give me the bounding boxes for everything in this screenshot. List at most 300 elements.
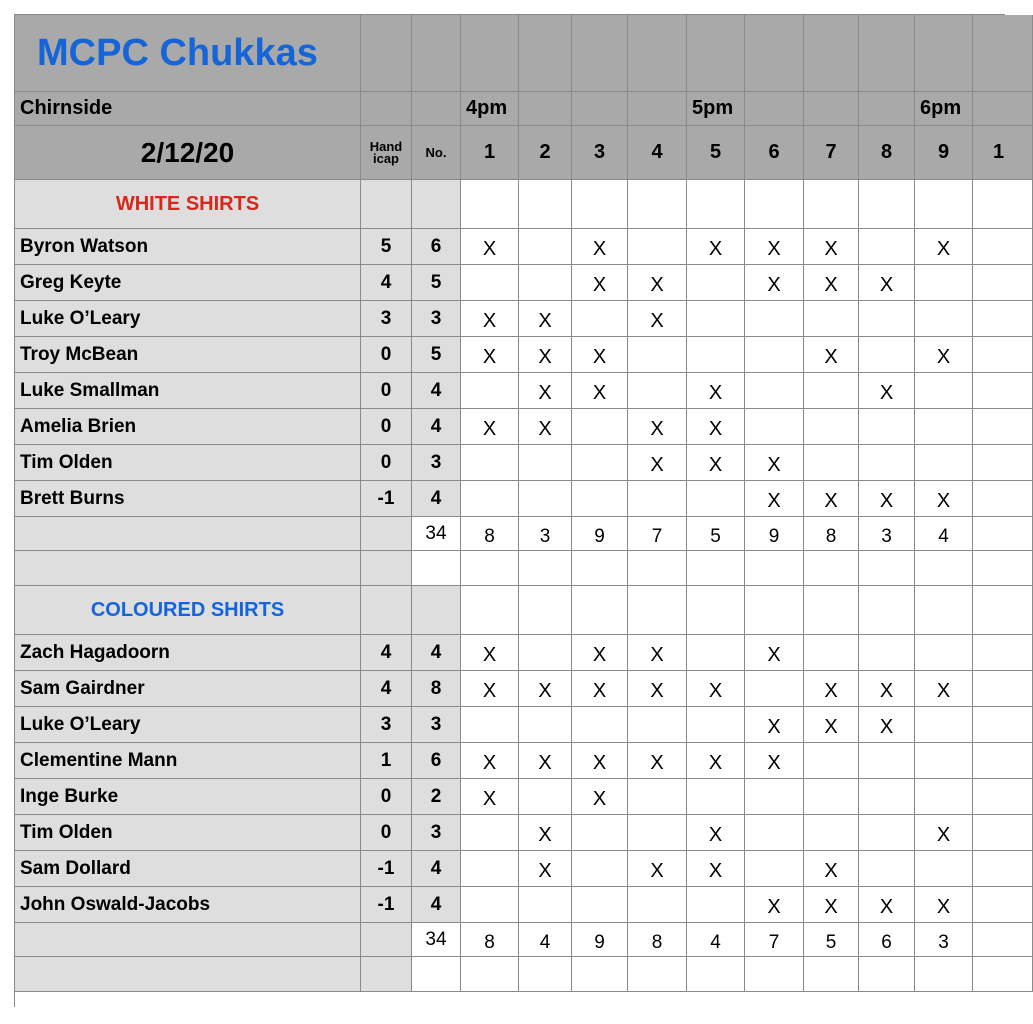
chukka-mark[interactable]: X <box>628 265 687 301</box>
chukka-empty-cell[interactable] <box>572 445 628 481</box>
chukka-mark[interactable]: X <box>859 373 915 409</box>
chukka-mark[interactable]: X <box>804 481 859 517</box>
blank-cell <box>973 586 1033 635</box>
chukka-mark[interactable]: X <box>859 887 915 923</box>
chukka-mark[interactable]: X <box>745 265 804 301</box>
blank-cell <box>15 551 361 586</box>
chukka-empty-cell[interactable] <box>461 481 519 517</box>
chukka-empty-cell[interactable] <box>859 337 915 373</box>
chukka-empty-cell[interactable] <box>628 337 687 373</box>
chukka-empty-cell[interactable] <box>519 779 572 815</box>
blank-cell <box>804 586 859 635</box>
chukka-empty-cell[interactable] <box>572 815 628 851</box>
chukka-empty-cell[interactable] <box>804 409 859 445</box>
chukka-empty-cell[interactable] <box>915 851 973 887</box>
chukka-total: 5 <box>804 923 859 957</box>
chukka-number: 3 <box>572 126 628 180</box>
chukka-empty-cell[interactable] <box>973 851 1033 887</box>
chukka-empty-cell[interactable] <box>973 229 1033 265</box>
chukka-empty-cell[interactable] <box>745 301 804 337</box>
header-blank-cell <box>361 15 412 92</box>
chukka-total: 4 <box>915 517 973 551</box>
player-chukka-count: 4 <box>412 373 461 409</box>
chukka-mark[interactable]: X <box>461 229 519 265</box>
chukka-total: 8 <box>461 517 519 551</box>
blank-cell <box>361 957 412 992</box>
chukka-empty-cell[interactable] <box>973 743 1033 779</box>
time-blank-cell <box>572 92 628 126</box>
chukka-spreadsheet <box>14 14 1005 1007</box>
chukka-empty-cell[interactable] <box>859 635 915 671</box>
chukka-empty-cell[interactable] <box>973 445 1033 481</box>
blank-cell <box>973 180 1033 229</box>
blank-cell <box>859 180 915 229</box>
player-chukka-count: 4 <box>412 409 461 445</box>
blank-cell <box>973 551 1033 586</box>
chukka-mark[interactable]: X <box>687 373 745 409</box>
chukka-empty-cell[interactable] <box>572 887 628 923</box>
header-blank-cell <box>973 15 1033 92</box>
chukka-empty-cell[interactable] <box>859 301 915 337</box>
chukka-mark[interactable]: X <box>804 337 859 373</box>
chukka-empty-cell[interactable] <box>859 779 915 815</box>
player-handicap: 0 <box>361 779 412 815</box>
chukka-number: 6 <box>745 126 804 180</box>
player-name: Byron Watson <box>15 229 361 265</box>
blank-cell <box>915 957 973 992</box>
player-name: Luke O’Leary <box>15 301 361 337</box>
chukka-mark[interactable]: X <box>461 743 519 779</box>
blank-cell <box>687 180 745 229</box>
player-handicap: -1 <box>361 481 412 517</box>
chukka-mark[interactable]: X <box>915 671 973 707</box>
player-chukka-count: 4 <box>412 887 461 923</box>
chukka-mark[interactable]: X <box>572 373 628 409</box>
chukka-empty-cell[interactable] <box>859 229 915 265</box>
blank-cell <box>15 957 361 992</box>
chukka-empty-cell[interactable] <box>687 707 745 743</box>
chukka-mark[interactable]: X <box>745 481 804 517</box>
header-blank-cell <box>572 15 628 92</box>
chukka-empty-cell[interactable] <box>915 779 973 815</box>
chukka-empty-cell[interactable] <box>687 337 745 373</box>
chukka-mark[interactable]: X <box>572 671 628 707</box>
chukka-empty-cell[interactable] <box>519 229 572 265</box>
chukka-empty-cell[interactable] <box>745 815 804 851</box>
blank-cell <box>628 180 687 229</box>
chukka-empty-cell[interactable] <box>519 265 572 301</box>
time-blank-cell <box>859 92 915 126</box>
player-handicap: 3 <box>361 301 412 337</box>
chukka-empty-cell[interactable] <box>572 481 628 517</box>
header-blank-cell <box>628 15 687 92</box>
chukka-empty-cell[interactable] <box>973 887 1033 923</box>
chukka-mark[interactable]: X <box>628 635 687 671</box>
blank-cell <box>745 957 804 992</box>
player-name: Inge Burke <box>15 779 361 815</box>
header-blank-cell <box>412 92 461 126</box>
chukka-mark[interactable]: X <box>745 635 804 671</box>
chukka-empty-cell[interactable] <box>859 851 915 887</box>
chukka-empty-cell[interactable] <box>973 301 1033 337</box>
chukka-mark[interactable]: X <box>687 409 745 445</box>
chukka-empty-cell[interactable] <box>745 409 804 445</box>
chukka-mark[interactable]: X <box>628 671 687 707</box>
player-chukka-count: 4 <box>412 481 461 517</box>
chukka-empty-cell[interactable] <box>973 265 1033 301</box>
chukka-mark[interactable]: X <box>804 887 859 923</box>
player-name: Troy McBean <box>15 337 361 373</box>
chukka-total: 8 <box>628 923 687 957</box>
chukka-empty-cell[interactable] <box>628 815 687 851</box>
player-name: Greg Keyte <box>15 265 361 301</box>
chukka-empty-cell[interactable] <box>804 373 859 409</box>
chukka-mark[interactable]: X <box>687 815 745 851</box>
chukka-empty-cell[interactable] <box>915 409 973 445</box>
chukka-total: 9 <box>572 517 628 551</box>
chukka-mark[interactable]: X <box>519 671 572 707</box>
chukka-empty-cell[interactable] <box>628 373 687 409</box>
blank-cell <box>361 517 412 551</box>
chukka-empty-cell[interactable] <box>915 743 973 779</box>
chukka-empty-cell[interactable] <box>973 779 1033 815</box>
time-blank-cell <box>519 92 572 126</box>
player-chukka-count: 6 <box>412 229 461 265</box>
team-total-number: 34 <box>412 923 461 957</box>
player-chukka-count: 8 <box>412 671 461 707</box>
player-handicap: 5 <box>361 229 412 265</box>
chukka-mark[interactable]: X <box>628 743 687 779</box>
chukka-empty-cell[interactable] <box>745 373 804 409</box>
blank-cell <box>361 586 412 635</box>
chukka-empty-cell[interactable] <box>745 779 804 815</box>
blank-cell <box>745 586 804 635</box>
player-handicap: 0 <box>361 373 412 409</box>
chukka-empty-cell[interactable] <box>519 635 572 671</box>
chukka-mark[interactable]: X <box>804 265 859 301</box>
chukka-number: 2 <box>519 126 572 180</box>
chukka-empty-cell[interactable] <box>461 887 519 923</box>
chukka-empty-cell[interactable] <box>628 229 687 265</box>
time-blank-cell <box>973 92 1033 126</box>
chukka-empty-cell[interactable] <box>859 409 915 445</box>
chukka-mark[interactable]: X <box>572 337 628 373</box>
chukka-mark[interactable]: X <box>687 229 745 265</box>
player-handicap: 4 <box>361 635 412 671</box>
player-handicap: 0 <box>361 409 412 445</box>
blank-cell <box>519 586 572 635</box>
chukka-mark[interactable]: X <box>859 265 915 301</box>
totals-label-cell <box>15 923 361 957</box>
blank-cell <box>628 586 687 635</box>
chukka-total: 8 <box>461 923 519 957</box>
chukka-mark[interactable]: X <box>461 337 519 373</box>
chukka-mark[interactable]: X <box>859 707 915 743</box>
player-name: Sam Dollard <box>15 851 361 887</box>
blank-cell <box>915 586 973 635</box>
blank-cell <box>361 551 412 586</box>
chukka-empty-cell[interactable] <box>519 707 572 743</box>
chukka-empty-cell[interactable] <box>973 671 1033 707</box>
chukka-mark[interactable]: X <box>628 409 687 445</box>
chukka-number-partial: 1 <box>973 126 1033 180</box>
chukka-empty-cell[interactable] <box>745 851 804 887</box>
blank-cell <box>412 586 461 635</box>
time-blank-cell <box>628 92 687 126</box>
chukka-empty-cell[interactable] <box>915 265 973 301</box>
header-blank-cell <box>361 92 412 126</box>
chukka-empty-cell[interactable] <box>687 887 745 923</box>
chukka-mark[interactable]: X <box>745 229 804 265</box>
chukka-total: 9 <box>745 517 804 551</box>
blank-cell <box>804 551 859 586</box>
blank-cell <box>519 957 572 992</box>
chukka-empty-cell[interactable] <box>804 743 859 779</box>
chukka-mark[interactable]: X <box>519 373 572 409</box>
chukka-mark[interactable]: X <box>519 743 572 779</box>
blank-cell <box>859 957 915 992</box>
chukka-mark[interactable]: X <box>915 229 973 265</box>
chukka-empty-cell[interactable] <box>745 671 804 707</box>
chukka-empty-cell[interactable] <box>973 337 1033 373</box>
chukka-empty-cell[interactable] <box>804 445 859 481</box>
chukka-total: 4 <box>519 923 572 957</box>
chukka-empty-cell[interactable] <box>915 301 973 337</box>
player-chukka-count: 3 <box>412 815 461 851</box>
blank-cell <box>915 180 973 229</box>
blank-cell <box>412 551 461 586</box>
chukka-empty-cell[interactable] <box>973 373 1033 409</box>
chukka-empty-cell[interactable] <box>804 815 859 851</box>
number-header: No. <box>412 126 461 180</box>
handicap-header: Hand icap <box>361 126 412 180</box>
chukka-mark[interactable]: X <box>687 671 745 707</box>
chukka-empty-cell[interactable] <box>859 743 915 779</box>
chukka-empty-cell[interactable] <box>461 445 519 481</box>
chukka-empty-cell[interactable] <box>973 815 1033 851</box>
chukka-empty-cell[interactable] <box>915 445 973 481</box>
chukka-mark[interactable]: X <box>915 815 973 851</box>
chukka-empty-cell[interactable] <box>461 815 519 851</box>
blank-cell <box>973 923 1033 957</box>
chukka-mark[interactable]: X <box>628 445 687 481</box>
player-handicap: 1 <box>361 743 412 779</box>
chukka-mark[interactable]: X <box>572 229 628 265</box>
chukka-empty-cell[interactable] <box>687 265 745 301</box>
chukka-mark[interactable]: X <box>804 229 859 265</box>
chukka-empty-cell[interactable] <box>461 265 519 301</box>
chukka-mark[interactable]: X <box>745 743 804 779</box>
header-blank-cell <box>804 15 859 92</box>
time-label: 4pm <box>461 92 519 126</box>
chukka-empty-cell[interactable] <box>461 851 519 887</box>
chukka-empty-cell[interactable] <box>628 481 687 517</box>
chukka-number: 5 <box>687 126 745 180</box>
blank-cell <box>973 957 1033 992</box>
player-chukka-count: 3 <box>412 445 461 481</box>
chukka-mark[interactable]: X <box>519 337 572 373</box>
blank-cell <box>461 586 519 635</box>
blank-cell <box>572 551 628 586</box>
blank-cell <box>572 180 628 229</box>
player-chukka-count: 3 <box>412 301 461 337</box>
chukka-mark[interactable]: X <box>859 481 915 517</box>
chukka-empty-cell[interactable] <box>915 707 973 743</box>
chukka-mark[interactable]: X <box>461 779 519 815</box>
chukka-mark[interactable]: X <box>915 481 973 517</box>
blank-cell <box>628 957 687 992</box>
chukka-empty-cell[interactable] <box>915 373 973 409</box>
time-label: 5pm <box>687 92 745 126</box>
player-handicap: -1 <box>361 887 412 923</box>
chukka-mark[interactable]: X <box>519 301 572 337</box>
venue-label: Chirnside <box>15 92 361 126</box>
chukka-mark[interactable]: X <box>519 815 572 851</box>
header-blank-cell <box>915 15 973 92</box>
blank-cell <box>461 957 519 992</box>
chukka-empty-cell[interactable] <box>973 409 1033 445</box>
chukka-empty-cell[interactable] <box>687 779 745 815</box>
chukka-mark[interactable]: X <box>519 851 572 887</box>
chukka-mark[interactable]: X <box>687 743 745 779</box>
chukka-empty-cell[interactable] <box>687 301 745 337</box>
chukka-total: 3 <box>915 923 973 957</box>
chukka-mark[interactable]: X <box>915 337 973 373</box>
blank-cell <box>628 551 687 586</box>
chukka-mark[interactable]: X <box>572 779 628 815</box>
blank-cell <box>412 180 461 229</box>
blank-cell <box>361 923 412 957</box>
chukka-mark[interactable]: X <box>461 301 519 337</box>
chukka-empty-cell[interactable] <box>859 815 915 851</box>
chukka-empty-cell[interactable] <box>572 851 628 887</box>
chukka-empty-cell[interactable] <box>859 445 915 481</box>
blank-cell <box>519 551 572 586</box>
blank-cell <box>687 957 745 992</box>
chukka-mark[interactable]: X <box>461 671 519 707</box>
blank-cell <box>461 551 519 586</box>
chukka-mark[interactable]: X <box>859 671 915 707</box>
player-handicap: 3 <box>361 707 412 743</box>
blank-cell <box>687 551 745 586</box>
player-chukka-count: 4 <box>412 851 461 887</box>
chukka-mark[interactable]: X <box>804 851 859 887</box>
chukka-empty-cell[interactable] <box>628 779 687 815</box>
chukka-total: 4 <box>687 923 745 957</box>
player-name: Zach Hagadoorn <box>15 635 361 671</box>
blank-cell <box>745 551 804 586</box>
header-blank-cell <box>859 15 915 92</box>
chukka-empty-cell[interactable] <box>687 635 745 671</box>
header-blank-cell <box>519 15 572 92</box>
player-name: Brett Burns <box>15 481 361 517</box>
blank-cell <box>973 517 1033 551</box>
chukka-empty-cell[interactable] <box>973 707 1033 743</box>
chukka-empty-cell[interactable] <box>804 301 859 337</box>
chukka-mark[interactable]: X <box>687 445 745 481</box>
chukka-mark[interactable]: X <box>915 887 973 923</box>
player-handicap: 0 <box>361 815 412 851</box>
chukka-mark[interactable]: X <box>745 707 804 743</box>
chukka-empty-cell[interactable] <box>804 635 859 671</box>
chukka-mark[interactable]: X <box>461 635 519 671</box>
chukka-empty-cell[interactable] <box>973 481 1033 517</box>
date-label: 2/12/20 <box>15 126 361 180</box>
chukka-mark[interactable]: X <box>628 851 687 887</box>
chukka-mark[interactable]: X <box>628 301 687 337</box>
blank-cell <box>572 957 628 992</box>
chukka-empty-cell[interactable] <box>572 707 628 743</box>
chukka-mark[interactable]: X <box>572 265 628 301</box>
player-chukka-count: 5 <box>412 337 461 373</box>
chukka-mark[interactable]: X <box>572 743 628 779</box>
time-blank-cell <box>804 92 859 126</box>
chukka-mark[interactable]: X <box>687 851 745 887</box>
team-heading: WHITE SHIRTS <box>15 180 361 229</box>
chukka-total: 5 <box>687 517 745 551</box>
chukka-empty-cell[interactable] <box>628 707 687 743</box>
chukka-number: 9 <box>915 126 973 180</box>
blank-cell <box>572 586 628 635</box>
blank-cell <box>361 180 412 229</box>
player-handicap: 4 <box>361 265 412 301</box>
chukka-total: 3 <box>859 517 915 551</box>
blank-cell <box>412 957 461 992</box>
chukka-mark[interactable]: X <box>804 671 859 707</box>
player-name: Amelia Brien <box>15 409 361 445</box>
chukka-empty-cell[interactable] <box>915 635 973 671</box>
chukka-empty-cell[interactable] <box>687 481 745 517</box>
chukka-mark[interactable]: X <box>461 409 519 445</box>
chukka-empty-cell[interactable] <box>519 481 572 517</box>
header-blank-cell <box>687 15 745 92</box>
player-name: Tim Olden <box>15 445 361 481</box>
chukka-empty-cell[interactable] <box>519 887 572 923</box>
chukka-total: 7 <box>745 923 804 957</box>
player-name: John Oswald-Jacobs <box>15 887 361 923</box>
chukka-empty-cell[interactable] <box>572 409 628 445</box>
chukka-mark[interactable]: X <box>519 409 572 445</box>
chukka-empty-cell[interactable] <box>628 887 687 923</box>
blank-cell <box>461 180 519 229</box>
header-blank-cell <box>412 15 461 92</box>
chukka-empty-cell[interactable] <box>461 707 519 743</box>
chukka-mark[interactable]: X <box>804 707 859 743</box>
sheet-title: MCPC Chukkas <box>15 15 361 92</box>
chukka-empty-cell[interactable] <box>572 301 628 337</box>
chukka-mark[interactable]: X <box>572 635 628 671</box>
player-name: Tim Olden <box>15 815 361 851</box>
player-name: Sam Gairdner <box>15 671 361 707</box>
chukka-total: 3 <box>519 517 572 551</box>
chukka-empty-cell[interactable] <box>519 445 572 481</box>
chukka-mark[interactable]: X <box>745 887 804 923</box>
blank-cell <box>687 586 745 635</box>
chukka-number: 4 <box>628 126 687 180</box>
player-chukka-count: 3 <box>412 707 461 743</box>
time-blank-cell <box>745 92 804 126</box>
chukka-empty-cell[interactable] <box>745 337 804 373</box>
chukka-total: 9 <box>572 923 628 957</box>
blank-cell <box>804 957 859 992</box>
chukka-empty-cell[interactable] <box>461 373 519 409</box>
chukka-empty-cell[interactable] <box>973 635 1033 671</box>
blank-cell <box>519 180 572 229</box>
chukka-empty-cell[interactable] <box>804 779 859 815</box>
chukka-number: 7 <box>804 126 859 180</box>
chukka-mark[interactable]: X <box>745 445 804 481</box>
header-blank-cell <box>461 15 519 92</box>
